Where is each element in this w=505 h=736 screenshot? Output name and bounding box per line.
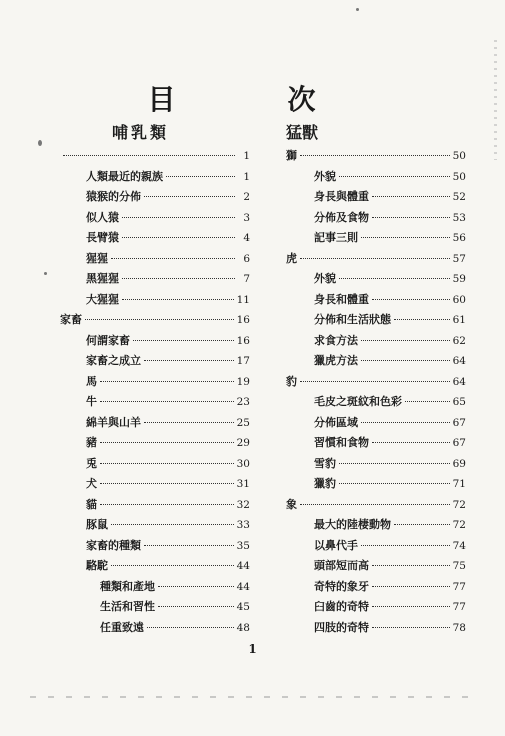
toc-entry xyxy=(60,495,250,516)
toc-entry-page: 11 xyxy=(236,293,250,306)
toc-entry-label: 毛皮之斑紋和色彩 xyxy=(314,395,402,408)
toc-entry-page: 16 xyxy=(236,314,250,326)
toc-column-left xyxy=(60,120,250,638)
ink-speck xyxy=(356,8,359,11)
dot-leader xyxy=(122,217,235,218)
toc-entry xyxy=(286,331,466,352)
toc-entries-left xyxy=(60,146,250,638)
dot-leader xyxy=(394,319,450,320)
toc-entry-label: 象 xyxy=(286,497,297,511)
section-heading-beasts: 猛獸 xyxy=(286,123,319,142)
toc-entry xyxy=(286,577,466,598)
toc-entry-label: 大猩猩 xyxy=(86,292,119,306)
dot-leader xyxy=(372,606,450,607)
dot-leader xyxy=(100,483,234,484)
toc-entry-label: 獵豹 xyxy=(314,477,336,490)
toc-entry-page: 57 xyxy=(452,252,466,265)
toc-entry-label: 家畜之成立 xyxy=(86,354,141,367)
toc-entry xyxy=(286,269,466,290)
dot-leader xyxy=(158,586,234,587)
dot-leader xyxy=(372,627,450,628)
toc-entry-label: 頭部短而高 xyxy=(314,559,369,572)
toc-entry xyxy=(60,208,250,229)
toc-entry xyxy=(286,351,466,372)
dot-leader xyxy=(372,217,450,218)
toc-entry-page: 52 xyxy=(452,191,466,203)
toc-entry-label: 習慣和食物 xyxy=(314,436,369,449)
toc-entry-page: 75 xyxy=(452,560,466,572)
toc-entry xyxy=(286,474,466,495)
toc-entry xyxy=(286,433,466,454)
toc-entry xyxy=(60,228,250,249)
toc-entry-label: 雪豹 xyxy=(314,456,336,470)
toc-entry xyxy=(286,249,466,270)
dot-leader xyxy=(122,278,235,279)
toc-entry xyxy=(286,454,466,475)
dot-leader xyxy=(405,401,450,402)
toc-entry-label: 家畜的種類 xyxy=(86,538,141,552)
dot-leader xyxy=(372,586,450,587)
toc-entry-label: 分佈區域 xyxy=(314,415,358,429)
toc-entry-label: 求食方法 xyxy=(314,333,358,347)
dot-leader xyxy=(361,545,450,546)
toc-entry-page: 7 xyxy=(243,273,250,285)
toc-entry-label: 猿猴的分佈 xyxy=(86,190,141,203)
toc-entry-label: 生活和習性 xyxy=(100,600,155,613)
dot-leader xyxy=(372,565,450,566)
toc-entry-page: 69 xyxy=(452,457,466,470)
toc-entry-label: 牛 xyxy=(86,395,97,408)
toc-entry-label: 豚鼠 xyxy=(86,518,108,531)
dot-leader xyxy=(144,360,234,361)
toc-entry-page: 33 xyxy=(236,519,250,531)
toc-entry-label: 分佈和生活狀態 xyxy=(314,313,391,326)
toc-entry-page: 53 xyxy=(452,211,466,224)
toc-entry-label: 記事三則 xyxy=(314,231,358,244)
toc-entry-page: 1 xyxy=(243,150,250,162)
toc-entry-label: 馬 xyxy=(86,374,97,388)
toc-entry xyxy=(60,310,250,331)
toc-entry xyxy=(286,618,466,639)
toc-entry-label: 分佈及食物 xyxy=(314,210,369,224)
dot-leader xyxy=(158,606,234,607)
dot-leader xyxy=(300,504,450,505)
toc-entry-page: 72 xyxy=(452,498,466,511)
dot-leader xyxy=(122,237,235,238)
ink-speck xyxy=(38,140,42,146)
toc-entry-page: 56 xyxy=(452,232,466,244)
dot-leader xyxy=(144,422,234,423)
toc-entry xyxy=(286,556,466,577)
toc-entry-page: 3 xyxy=(243,211,250,224)
toc-entry-label: 長臂猿 xyxy=(86,231,119,244)
toc-entry-page: 67 xyxy=(452,437,466,449)
toc-entry xyxy=(286,495,466,516)
toc-entry xyxy=(60,392,250,413)
toc-entry-page: 2 xyxy=(243,191,250,203)
dot-leader xyxy=(111,524,234,525)
toc-entry-page: 6 xyxy=(243,252,250,265)
toc-entry-label: 任重致遠 xyxy=(100,620,144,634)
toc-entry xyxy=(286,536,466,557)
toc-entry xyxy=(286,228,466,249)
dot-leader xyxy=(166,176,235,177)
dot-leader xyxy=(300,258,450,259)
toc-entry xyxy=(60,351,250,372)
dot-leader xyxy=(100,381,234,382)
page-number: 1 xyxy=(248,642,257,656)
toc-entry xyxy=(286,392,466,413)
toc-entry-label: 人類最近的親族 xyxy=(86,169,163,183)
toc-entry-label: 豹 xyxy=(286,374,297,388)
dot-leader xyxy=(133,340,234,341)
toc-entry-page: 60 xyxy=(452,293,466,306)
toc-entry-label: 四肢的奇特 xyxy=(314,620,369,634)
dot-leader xyxy=(372,196,450,197)
dot-leader xyxy=(100,504,234,505)
dot-leader xyxy=(372,442,450,443)
toc-entry-page: 74 xyxy=(452,539,466,552)
toc-entry-page: 31 xyxy=(236,478,250,490)
dot-leader xyxy=(300,155,450,156)
toc-entry xyxy=(286,597,466,618)
toc-entry-page: 50 xyxy=(452,150,466,162)
toc-entry-page: 16 xyxy=(236,334,250,347)
toc-entry-page: 64 xyxy=(452,375,466,388)
toc-entry-page: 50 xyxy=(452,170,466,183)
toc-entry-label: 虎 xyxy=(286,251,297,265)
toc-entry xyxy=(60,290,250,311)
toc-entry xyxy=(286,310,466,331)
dot-leader xyxy=(111,565,234,566)
toc-entry xyxy=(60,556,250,577)
toc-entries-right xyxy=(286,146,466,638)
toc-entry-label: 獅 xyxy=(286,149,297,162)
toc-entry-page: 45 xyxy=(236,601,250,613)
toc-entry-page: 77 xyxy=(452,601,466,613)
toc-entry-label: 何謂家畜 xyxy=(86,333,130,347)
toc-entry-label: 綿羊與山羊 xyxy=(86,415,141,429)
toc-entry xyxy=(60,269,250,290)
toc-entry-page: 59 xyxy=(452,273,466,285)
toc-entry-label: 身長和體重 xyxy=(314,292,369,306)
dot-leader xyxy=(100,463,234,464)
toc-entry-page: 67 xyxy=(452,416,466,429)
toc-entry xyxy=(286,167,466,188)
toc-entry xyxy=(60,597,250,618)
ink-speck xyxy=(44,272,47,275)
toc-entry-page: 32 xyxy=(236,498,250,511)
toc-entry-page: 71 xyxy=(452,478,466,490)
toc-entry-label: 獵虎方法 xyxy=(314,354,358,367)
dot-leader xyxy=(339,463,450,464)
section-heading-mammals: 哺乳類 xyxy=(112,123,170,142)
toc-entry-page: 78 xyxy=(452,621,466,634)
toc-column-right xyxy=(286,120,466,638)
toc-entry xyxy=(60,454,250,475)
toc-entry-label: 猩猩 xyxy=(86,251,108,265)
scan-edge-noise xyxy=(494,40,497,160)
toc-entry-page: 44 xyxy=(236,580,250,593)
dot-leader xyxy=(85,319,234,320)
toc-entry-label: 奇特的象牙 xyxy=(314,579,369,593)
toc-entry xyxy=(286,413,466,434)
toc-entry-page: 64 xyxy=(452,355,466,367)
toc-entry-page: 25 xyxy=(236,416,250,429)
toc-entry-page: 35 xyxy=(236,539,250,552)
dot-leader xyxy=(361,237,450,238)
toc-entry xyxy=(286,146,466,167)
toc-entry-label: 外貌 xyxy=(314,272,336,285)
toc-entry-page: 30 xyxy=(236,457,250,470)
toc-entry-page: 65 xyxy=(452,396,466,408)
toc-entry-page: 77 xyxy=(452,580,466,593)
toc-entry-label: 最大的陸棲動物 xyxy=(314,518,391,531)
dot-leader xyxy=(63,155,235,156)
dot-leader xyxy=(339,483,450,484)
toc-entry-page: 48 xyxy=(236,621,250,634)
toc-entry-page: 62 xyxy=(452,334,466,347)
dot-leader xyxy=(144,196,235,197)
dot-leader xyxy=(144,545,234,546)
dot-leader xyxy=(361,360,450,361)
toc-entry-label: 似人猿 xyxy=(86,210,119,224)
dot-leader xyxy=(361,422,450,423)
page-title: 目 次 xyxy=(147,83,358,116)
toc-entry-label: 以鼻代手 xyxy=(314,538,358,552)
toc-entry xyxy=(60,167,250,188)
dot-leader xyxy=(361,340,450,341)
toc-entry xyxy=(60,331,250,352)
toc-entry-page: 61 xyxy=(452,314,466,326)
toc-entry-label: 黑猩猩 xyxy=(86,272,119,285)
dot-leader xyxy=(339,278,450,279)
toc-entry xyxy=(60,187,250,208)
toc-entry-label: 兎 xyxy=(86,456,97,470)
toc-entry-label: 種類和產地 xyxy=(100,579,155,593)
dot-leader xyxy=(122,299,234,300)
toc-entry xyxy=(60,249,250,270)
toc-entry-page: 44 xyxy=(236,560,250,572)
toc-entry xyxy=(286,290,466,311)
toc-entry-page: 29 xyxy=(236,437,250,449)
toc-entry xyxy=(60,433,250,454)
toc-entry-label: 臼齒的奇特 xyxy=(314,600,369,613)
toc-entry xyxy=(286,372,466,393)
toc-entry-page: 4 xyxy=(243,232,250,244)
toc-entry xyxy=(60,146,250,167)
toc-entry-page: 23 xyxy=(236,396,250,408)
toc-entry-page: 19 xyxy=(236,375,250,388)
dot-leader xyxy=(339,176,450,177)
toc-entry-label: 豬 xyxy=(86,436,97,449)
dot-leader xyxy=(111,258,235,259)
toc-entry-label: 外貌 xyxy=(314,169,336,183)
toc-entry xyxy=(60,413,250,434)
dot-leader xyxy=(372,299,450,300)
toc-entry-page: 17 xyxy=(236,355,250,367)
toc-entry-page: 1 xyxy=(243,170,250,183)
toc-entry-label: 貓 xyxy=(86,497,97,511)
dot-leader xyxy=(394,524,450,525)
dot-leader xyxy=(147,627,234,628)
toc-entry xyxy=(286,187,466,208)
dot-leader xyxy=(100,401,234,402)
toc-entry xyxy=(60,372,250,393)
toc-entry-label: 犬 xyxy=(86,477,97,490)
toc-entry xyxy=(286,208,466,229)
scan-bottom-noise xyxy=(30,696,470,698)
dot-leader xyxy=(100,442,234,443)
toc-entry xyxy=(60,618,250,639)
toc-entry xyxy=(60,474,250,495)
toc-entry xyxy=(286,515,466,536)
toc-entry-page: 72 xyxy=(452,519,466,531)
toc-entry-label: 駱駝 xyxy=(86,559,108,572)
toc-entry-label: 家畜 xyxy=(60,313,82,326)
toc-entry-label: 身長與體重 xyxy=(314,190,369,203)
toc-entry xyxy=(60,536,250,557)
dot-leader xyxy=(300,381,450,382)
toc-entry xyxy=(60,577,250,598)
toc-entry xyxy=(60,515,250,536)
